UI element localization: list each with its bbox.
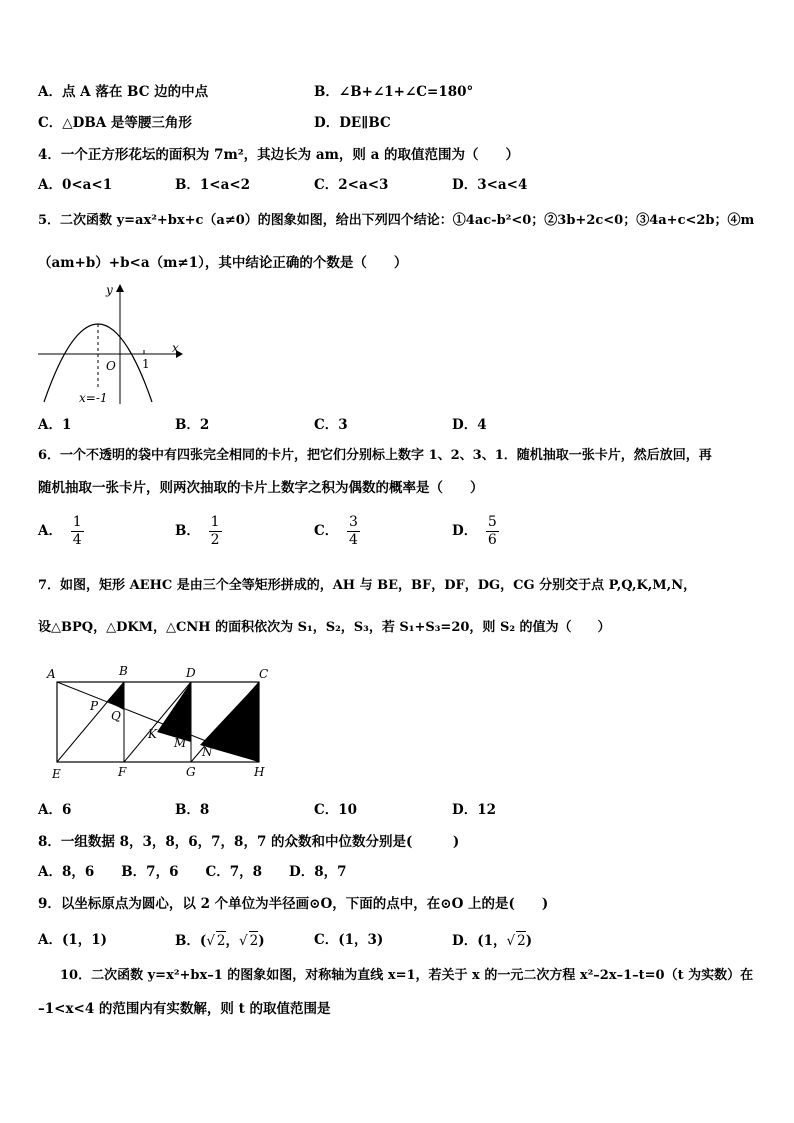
q4-option-c: C．2<a<3 xyxy=(314,177,389,193)
q5-parabola-graph xyxy=(36,280,186,408)
label-B: B xyxy=(119,664,128,678)
label-M: M xyxy=(174,736,187,750)
label-A: A xyxy=(47,667,56,681)
q5-option-c: C．3 xyxy=(314,417,348,433)
q4-option-d: D．3<a<4 xyxy=(452,177,528,193)
q5-option-d: D．4 xyxy=(452,417,487,433)
q3-option-b: B．∠B+∠1+∠C=180° xyxy=(314,84,474,100)
q6-option-a xyxy=(38,514,84,549)
q6-option-b-label: B． xyxy=(175,523,200,539)
graph-y-label: y xyxy=(106,283,113,297)
q7-option-d: D．12 xyxy=(452,802,496,818)
q9-option-d: D．(1，√ 2) xyxy=(452,933,533,949)
q8-stem: 8．一组数据 8，3，8，6，7，8，7 的众数和中位数分别是( ) xyxy=(38,834,460,850)
q7-rectangle-figure xyxy=(40,662,280,782)
graph-x-label: x xyxy=(172,341,179,355)
q5-stem-line2: （am+b）+b<a（m≠1），其中结论正确的个数是（ ） xyxy=(38,255,408,271)
q6-option-b-fraction: $\frac{1}{2}$ xyxy=(210,514,220,548)
label-H: H xyxy=(254,765,265,779)
q9-stem: 9．以坐标原点为圆心，以 2 个单位为半径画⊙O，下面的点中，在⊙O 上的是( ) xyxy=(38,896,549,912)
q4-option-b: B．1<a<2 xyxy=(175,177,251,193)
q4-stem: 4．一个正方形花坛的面积为 7m²，其边长为 am，则 a 的取值范围为（ ） xyxy=(38,147,520,163)
q6-option-c xyxy=(314,514,360,549)
label-N: N xyxy=(202,745,213,759)
q7-option-c: C．10 xyxy=(314,802,358,818)
q7-stem-line1: 7．如图，矩形 AEHC 是由三个全等矩形拼成的，AH 与 BE，BF，DF，DG，CG 分别交于点 P,Q,K,M,N， xyxy=(38,578,697,593)
q9-option-b: B．(√ 2，√ 2) xyxy=(175,933,265,949)
label-G: G xyxy=(186,765,196,779)
q6-option-c-fraction: $\frac{3}{4}$ xyxy=(348,514,358,548)
q3-option-d: D．DE∥BC xyxy=(314,115,391,131)
q5-stem-line1: 5．二次函数 y=ax²+bx+c（a≠0）的图象如图，给出下列四个结论：①4ac-b²<0；②3b+2c<0；③4a+c<2b；④m xyxy=(38,213,755,228)
q6-option-d xyxy=(452,514,499,549)
q6-option-a-fraction: $\frac{1}{4}$ xyxy=(72,514,82,548)
q6-option-a-label: A． xyxy=(38,523,62,539)
q9-option-a: A．(1，1) xyxy=(38,932,108,948)
label-F: F xyxy=(118,765,127,779)
label-Q: Q xyxy=(111,709,121,723)
q3-option-a: A．点 A 落在 BC 边的中点 xyxy=(38,84,209,100)
q4-option-a: A．0<a<1 xyxy=(38,177,113,193)
q3-option-c: C．△DBA 是等腰三角形 xyxy=(38,115,192,131)
label-D: D xyxy=(186,666,196,680)
q6-option-c-label: C． xyxy=(314,523,339,539)
q7-option-b: B．8 xyxy=(175,802,210,818)
q6-option-d-fraction: $\frac{5}{6}$ xyxy=(487,514,497,548)
label-K: K xyxy=(148,727,157,741)
q10-stem-line2: –1<x<4 的范围内有实数解，则 t 的取值范围是 xyxy=(38,1001,331,1017)
q6-stem-line2: 随机抽取一张卡片，则两次抽取的卡片上数字之积为偶数的概率是（ ） xyxy=(38,480,484,496)
q6-option-b xyxy=(175,514,222,549)
q6-stem-line1: 6．一个不透明的袋中有四张完全相同的卡片，把它们分别标上数字 1、2、3、1．随机抽取一张卡片，然后放回，再 xyxy=(38,448,712,463)
q5-option-b: B．2 xyxy=(175,417,210,433)
label-P: P xyxy=(90,699,99,713)
q9-option-c: C．(1，3) xyxy=(314,932,384,948)
label-C: C xyxy=(259,667,269,681)
q8-options: A．8，6 B．7，6 C．7，8 D．8，7 xyxy=(38,864,347,880)
label-E: E xyxy=(52,767,61,781)
q7-option-a: A．6 xyxy=(38,802,72,818)
graph-origin-label: O xyxy=(106,359,116,373)
q5-option-a: A．1 xyxy=(38,417,72,433)
graph-one-label: 1 xyxy=(142,357,150,371)
q6-option-d-label: D． xyxy=(452,523,478,539)
q7-stem-line2: 设△BPQ，△DKM，△CNH 的面积依次为 S₁，S₂，S₃，若 S₁+S₃=20，则 S₂ 的值为（ ） xyxy=(38,620,611,635)
q10-stem-line1: 10．二次函数 y=x²+bx–1 的图象如图，对称轴为直线 x=1，若关于 x 的一元二次方程 x²–2x–1–t=0（t 为实数）在 xyxy=(60,968,754,983)
graph-axis-label: x=-1 xyxy=(79,391,108,405)
